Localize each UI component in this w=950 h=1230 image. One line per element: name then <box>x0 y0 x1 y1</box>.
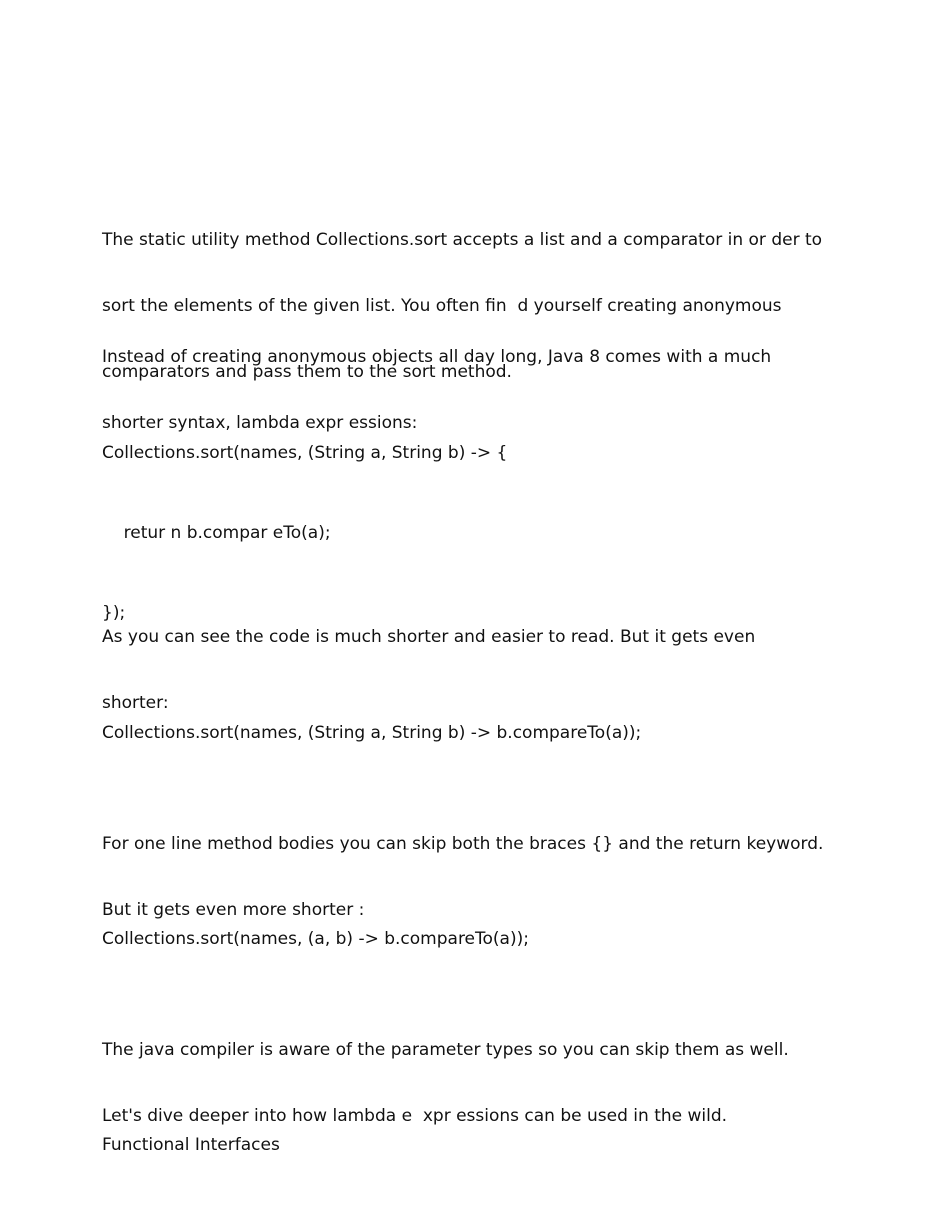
section-heading-functional-interfaces <box>102 1090 862 1200</box>
code-line: Collections.sort(names, (String a, String b) -> b.compareTo(a)); <box>102 723 642 743</box>
section-heading: Functional Interfaces <box>102 1135 280 1155</box>
paragraph-line: shorter: <box>102 693 169 713</box>
code-example-one-line <box>102 678 862 788</box>
paragraph-line: For one line method bodies you can skip both the braces {} and the return keyword. <box>102 834 824 854</box>
code-line: Collections.sort(names, (a, b) -> b.compareTo(a)); <box>102 929 529 949</box>
code-example-inferred-types <box>102 884 862 994</box>
paragraph-line: shorter syntax, lambda expr essions: <box>102 413 418 433</box>
paragraph-line: The static utility method Collections.sort accepts a list and a comparator in or der to <box>102 230 823 250</box>
paragraph-line: As you can see the code is much shorter and easier to read. But it gets even <box>102 627 756 647</box>
code-line: retur n b.compar eTo(a); <box>102 523 331 543</box>
paragraph-line: sort the elements of the given list. You often fin d yourself creating anonymous <box>102 296 782 316</box>
paragraph-line: comparators and pass them to the sort method. <box>102 362 512 382</box>
paragraph-line: But it gets even more shorter : <box>102 900 365 920</box>
code-line: }); <box>102 603 126 623</box>
paragraph-line: Let's dive deeper into how lambda e xpr essions can be used in the wild. <box>102 1106 728 1126</box>
paragraph-line: The java compiler is aware of the parameter types so you can skip them as well. <box>102 1040 789 1060</box>
code-line: Collections.sort(names, (String a, String b) -> { <box>102 443 508 463</box>
paragraph-line: Instead of creating anonymous objects all day long, Java 8 comes with a much <box>102 347 772 367</box>
